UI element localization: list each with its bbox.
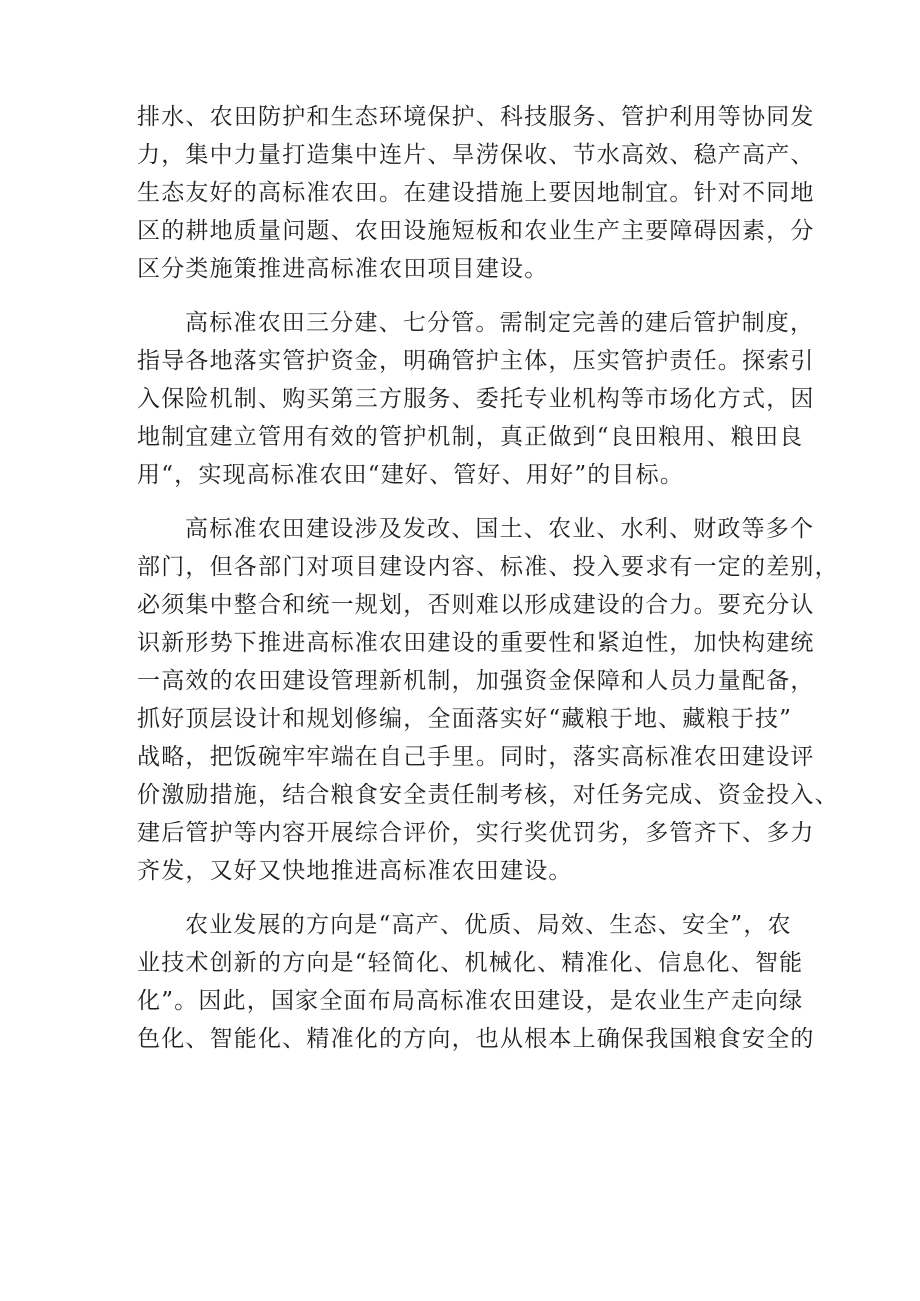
text-line: 区分类施策推进高标准农田项目建设。 [137,256,549,282]
text-line: 色化、智能化、精准化的方向，也从根本上确保我国粮食安全的 [137,1026,815,1052]
text-line: 入保险机制、购买第三方服务、委托专业机构等市场化方式，因 [137,386,815,412]
text-line: 高标准农田三分建、七分管。需制定完善的建后管护制度， [185,310,815,336]
text-line: 一高效的农田建设管理新机制，加强资金保障和人员力量配备， [137,668,815,694]
text-line: 部门，但各部门对项目建设内容、标准、投入要求有一定的差别， [137,554,839,580]
text-line: 必须集中整合和统一规划，否则难以形成建设的合力。要充分认 [137,592,815,618]
paragraph-2 [137,304,815,494]
paragraph-4 [137,906,815,1058]
text-line: 识新形势下推进高标准农田建设的重要性和紧迫性，加快构建统 [137,630,815,656]
text-line: 区的耕地质量问题、农田设施短板和农业生产主要障碍因素，分 [137,218,815,244]
text-line: 价激励措施，结合粮食安全责任制考核，对任务完成、资金投入、 [137,782,839,808]
paragraph-3 [137,510,839,890]
text-line: 齐发，又好又快地推进高标准农田建设。 [137,858,573,884]
text-line: 力，集中力量打造集中连片、旱涝保收、节水高效、稳产高产、 [137,142,815,168]
text-line: 建后管护等内容开展综合评价，实行奖优罚劣，多管齐下、多力 [137,820,815,846]
text-line: 指导各地落实管护资金，明确管护主体，压实管护责任。探索引 [137,348,815,374]
text-line: 排水、农田防护和生态环境保护、科技服务、管护利用等协同发 [137,104,815,130]
paragraph-1 [137,98,815,288]
text-line: 业技术创新的方向是“轻简化、机械化、精准化、信息化、智能 [137,950,804,976]
text-line: 生态友好的高标准农田。在建设措施上要因地制宜。针对不同地 [137,180,815,206]
text-line: 用“，实现高标准农田“建好、管好、用好”的目标。 [137,462,685,488]
text-line: 农业发展的方向是“高产、优质、局效、生态、安全”，农 [185,912,792,938]
text-line: 地制宜建立管用有效的管护机制，真正做到“良田粮用、粮田良 [137,424,804,450]
text-line: 抓好顶层设计和规划修编，全面落实好“藏粮于地、藏粮于技” [137,706,793,732]
text-line: 化”。因此，国家全面布局高标准农田建设，是农业生产走向绿 [137,988,804,1014]
text-line: 战略，把饭碗牢牢端在自己手里。同时，落实高标准农田建设评 [137,744,815,770]
text-line: 高标准农田建设涉及发改、国土、农业、水利、财政等多个 [185,516,815,542]
document-body [137,98,839,1058]
